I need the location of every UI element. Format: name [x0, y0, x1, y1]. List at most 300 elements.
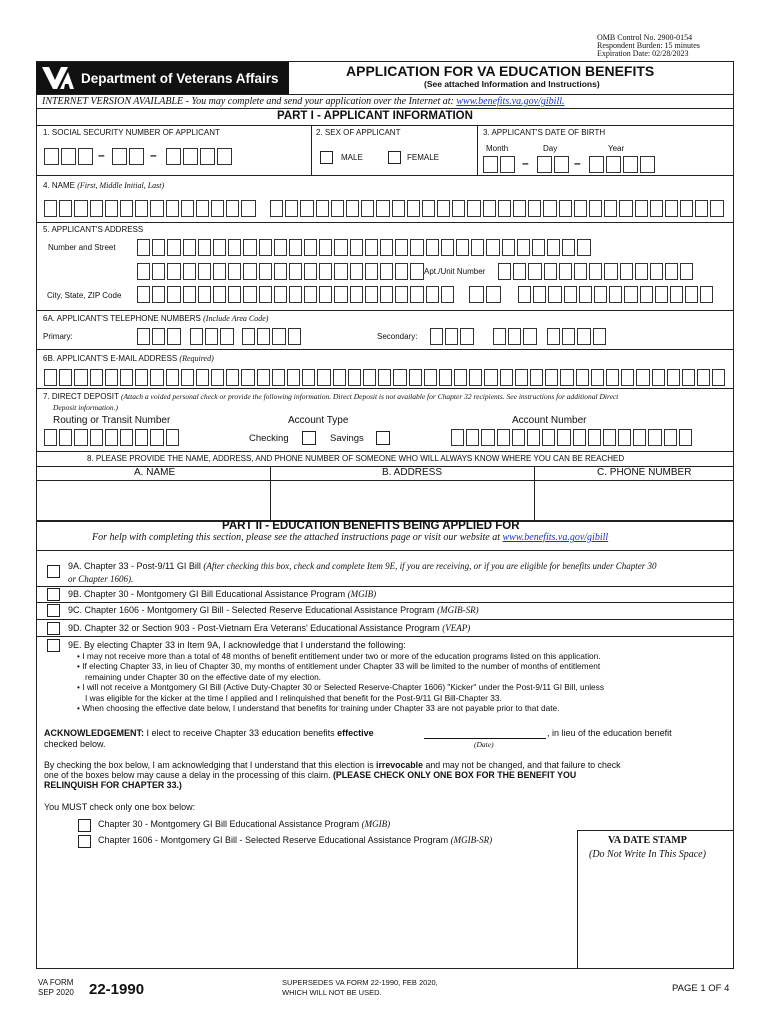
character-cell[interactable] — [181, 369, 194, 386]
middle-initial-input[interactable] — [241, 200, 256, 217]
character-cell[interactable] — [304, 286, 317, 303]
character-cell[interactable] — [243, 239, 256, 256]
character-cell[interactable] — [527, 429, 540, 446]
character-cell[interactable] — [467, 200, 480, 217]
character-cell[interactable] — [574, 263, 587, 280]
character-cell[interactable] — [710, 200, 723, 217]
street-label: Number and Street — [48, 243, 116, 252]
city-label: City, State, ZIP Code — [47, 291, 122, 300]
relinquish-ch30-checkbox[interactable] — [78, 819, 91, 832]
character-cell[interactable] — [274, 263, 287, 280]
character-cell[interactable] — [270, 200, 283, 217]
character-cell[interactable] — [513, 263, 526, 280]
character-cell[interactable] — [548, 286, 561, 303]
character-cell[interactable] — [493, 328, 506, 345]
character-cell[interactable] — [635, 200, 648, 217]
character-cell[interactable] — [407, 200, 420, 217]
character-cell[interactable] — [243, 286, 256, 303]
character-cell[interactable] — [685, 286, 698, 303]
character-cell[interactable] — [481, 429, 494, 446]
gibill-link[interactable]: www.benefits.va.gov/gibill. — [456, 96, 565, 107]
character-cell[interactable] — [137, 328, 150, 345]
character-cell[interactable] — [667, 369, 680, 386]
option-9a-hint: (After checking this box, check and complete Item 9E, if you are receiving, or if you are eligible for benefits under Chapter 30 — [203, 561, 657, 571]
character-cell[interactable] — [59, 200, 72, 217]
character-cell[interactable] — [573, 429, 586, 446]
character-cell[interactable] — [226, 200, 239, 217]
character-cell[interactable] — [167, 239, 180, 256]
character-cell[interactable] — [319, 263, 332, 280]
character-cell[interactable] — [333, 369, 346, 386]
footer-form-date: SEP 2020 — [38, 988, 74, 997]
character-cell[interactable] — [150, 369, 163, 386]
relinquish-ch1606-checkbox[interactable] — [78, 835, 91, 848]
character-cell[interactable] — [577, 328, 590, 345]
character-cell[interactable] — [317, 369, 330, 386]
character-cell[interactable] — [334, 286, 347, 303]
character-cell[interactable] — [437, 200, 450, 217]
character-cell[interactable] — [424, 369, 437, 386]
character-cell[interactable] — [181, 200, 194, 217]
irrevocable-notice — [44, 760, 621, 790]
character-cell[interactable] — [166, 429, 179, 446]
character-cell[interactable] — [135, 200, 148, 217]
character-cell[interactable] — [680, 263, 693, 280]
character-cell[interactable] — [543, 200, 556, 217]
character-cell[interactable] — [365, 239, 378, 256]
character-cell[interactable] — [120, 200, 133, 217]
character-cell[interactable] — [395, 239, 408, 256]
character-cell[interactable] — [331, 200, 344, 217]
va-date-stamp-title: VA DATE STAMP — [608, 835, 687, 846]
street-input-line-1[interactable] — [137, 239, 591, 256]
character-cell[interactable] — [74, 429, 87, 446]
character-cell[interactable] — [528, 200, 541, 217]
form-subtitle: (See attached Information and Instructions) — [424, 79, 600, 89]
character-cell[interactable] — [650, 263, 663, 280]
character-cell[interactable] — [137, 239, 150, 256]
character-cell[interactable] — [302, 369, 315, 386]
character-cell[interactable] — [518, 286, 531, 303]
option-9a-text: 9A. Chapter 33 - Post-9/11 GI Bill — [68, 561, 204, 571]
character-cell[interactable] — [190, 328, 203, 345]
character-cell[interactable] — [559, 200, 572, 217]
character-cell[interactable] — [528, 263, 541, 280]
character-cell[interactable] — [259, 239, 272, 256]
character-cell[interactable] — [90, 369, 103, 386]
character-cell[interactable] — [560, 369, 573, 386]
character-cell[interactable] — [198, 239, 211, 256]
character-cell[interactable] — [152, 239, 165, 256]
account-number-input[interactable] — [451, 429, 692, 446]
ssn-input-group-2[interactable] — [112, 148, 144, 165]
form-title: APPLICATION FOR VA EDUCATION BENEFITS — [346, 63, 655, 79]
character-cell[interactable] — [259, 263, 272, 280]
email-label — [43, 354, 214, 363]
phone-label-text: 6A. APPLICANT'S TELEPHONE NUMBERS — [43, 314, 201, 323]
character-cell[interactable] — [167, 263, 180, 280]
character-cell[interactable] — [469, 369, 482, 386]
character-cell[interactable] — [120, 369, 133, 386]
zip-input[interactable] — [518, 286, 713, 303]
character-cell[interactable] — [90, 200, 103, 217]
street-input-line-2[interactable] — [137, 263, 424, 280]
character-cell[interactable] — [59, 429, 72, 446]
omb-info — [597, 34, 700, 58]
character-cell[interactable] — [226, 369, 239, 386]
character-cell[interactable] — [196, 200, 209, 217]
contact-address-input[interactable] — [271, 481, 533, 519]
character-cell[interactable] — [441, 286, 454, 303]
effective-date-input[interactable] — [424, 738, 546, 739]
character-cell[interactable] — [213, 239, 226, 256]
character-cell[interactable] — [183, 263, 196, 280]
character-cell[interactable] — [508, 328, 521, 345]
savings-checkbox[interactable] — [376, 431, 390, 445]
character-cell[interactable] — [574, 200, 587, 217]
character-cell[interactable] — [604, 263, 617, 280]
character-cell[interactable] — [655, 286, 668, 303]
character-cell[interactable] — [334, 263, 347, 280]
character-cell[interactable] — [74, 200, 87, 217]
character-cell[interactable] — [650, 200, 663, 217]
female-checkbox[interactable] — [388, 151, 401, 164]
character-cell[interactable] — [577, 239, 590, 256]
internet-notice — [42, 96, 565, 107]
character-cell[interactable] — [652, 369, 665, 386]
character-cell[interactable] — [439, 369, 452, 386]
character-cell[interactable] — [530, 369, 543, 386]
character-cell[interactable] — [513, 200, 526, 217]
character-cell[interactable] — [380, 263, 393, 280]
character-cell[interactable] — [392, 200, 405, 217]
male-label: MALE — [341, 153, 363, 162]
internet-notice-text: INTERNET VERSION AVAILABLE - You may complete and send your application over the Internet at: — [42, 96, 457, 107]
ssn-input-group-3[interactable] — [166, 148, 232, 165]
character-cell[interactable] — [257, 328, 270, 345]
character-cell[interactable] — [363, 369, 376, 386]
state-input[interactable] — [469, 286, 501, 303]
character-cell[interactable] — [604, 200, 617, 217]
character-cell[interactable] — [680, 200, 693, 217]
secondary-phone-prefix[interactable] — [493, 328, 537, 345]
character-cell[interactable] — [243, 263, 256, 280]
character-cell[interactable] — [289, 263, 302, 280]
character-cell[interactable] — [59, 369, 72, 386]
character-cell[interactable] — [289, 239, 302, 256]
character-cell[interactable] — [624, 286, 637, 303]
character-cell[interactable] — [679, 429, 692, 446]
character-cell[interactable] — [579, 286, 592, 303]
option-9a-checkbox[interactable] — [47, 565, 60, 578]
character-cell[interactable] — [380, 286, 393, 303]
character-cell[interactable] — [621, 369, 634, 386]
character-cell[interactable] — [557, 429, 570, 446]
character-cell[interactable] — [564, 286, 577, 303]
character-cell[interactable] — [361, 200, 374, 217]
option-9c-abbr: (MGIB-SR) — [437, 605, 479, 615]
character-cell[interactable] — [426, 286, 439, 303]
character-cell[interactable] — [137, 286, 150, 303]
character-cell[interactable] — [272, 369, 285, 386]
character-cell[interactable] — [213, 286, 226, 303]
character-cell[interactable] — [576, 369, 589, 386]
character-cell[interactable] — [44, 429, 57, 446]
dob-day-input[interactable] — [537, 156, 569, 173]
male-checkbox[interactable] — [320, 151, 333, 164]
character-cell[interactable] — [533, 286, 546, 303]
character-cell[interactable] — [380, 239, 393, 256]
character-cell[interactable] — [609, 286, 622, 303]
character-cell[interactable] — [562, 239, 575, 256]
character-cell[interactable] — [196, 369, 209, 386]
character-cell[interactable] — [697, 369, 710, 386]
character-cell[interactable] — [497, 429, 510, 446]
primary-phone-area[interactable] — [137, 328, 181, 345]
character-cell[interactable] — [484, 369, 497, 386]
character-cell[interactable] — [257, 369, 270, 386]
character-cell[interactable] — [682, 369, 695, 386]
character-cell[interactable] — [695, 200, 708, 217]
character-cell[interactable] — [498, 200, 511, 217]
character-cell[interactable] — [376, 200, 389, 217]
character-cell[interactable] — [137, 263, 150, 280]
character-cell[interactable] — [288, 328, 301, 345]
character-cell[interactable] — [350, 239, 363, 256]
character-cell[interactable] — [183, 286, 196, 303]
character-cell[interactable] — [205, 328, 218, 345]
character-cell[interactable] — [515, 369, 528, 386]
character-cell[interactable] — [498, 263, 511, 280]
character-cell[interactable] — [547, 239, 560, 256]
footer-supersedes-1: SUPERSEDES VA FORM 22-1990, FEB 2020, — [282, 978, 438, 987]
direct-deposit-label-text: 7. DIRECT DEPOSIT — [43, 392, 119, 401]
character-cell[interactable] — [562, 328, 575, 345]
character-cell[interactable] — [90, 429, 103, 446]
character-cell[interactable] — [105, 369, 118, 386]
secondary-phone-area[interactable] — [430, 328, 474, 345]
character-cell[interactable] — [589, 263, 602, 280]
character-cell[interactable] — [300, 200, 313, 217]
character-cell[interactable] — [228, 286, 241, 303]
footer-va-form: VA FORM — [38, 978, 74, 987]
character-cell[interactable] — [365, 286, 378, 303]
character-cell[interactable] — [211, 369, 224, 386]
character-cell[interactable] — [289, 286, 302, 303]
character-cell[interactable] — [105, 429, 118, 446]
character-cell[interactable] — [471, 239, 484, 256]
character-cell[interactable] — [395, 263, 408, 280]
character-cell[interactable] — [166, 200, 179, 217]
bullet-2-cont: remaining under Chapter 30 on the effective date of my election. — [85, 671, 321, 682]
option-9c-checkbox[interactable] — [47, 604, 60, 617]
character-cell[interactable] — [183, 239, 196, 256]
character-cell[interactable] — [274, 239, 287, 256]
character-cell[interactable] — [334, 239, 347, 256]
character-cell[interactable] — [588, 429, 601, 446]
character-cell[interactable] — [410, 286, 423, 303]
character-cell[interactable] — [454, 369, 467, 386]
apt-input[interactable] — [498, 263, 693, 280]
character-cell[interactable] — [547, 328, 560, 345]
primary-phone-prefix[interactable] — [190, 328, 234, 345]
primary-phone-line[interactable] — [242, 328, 301, 345]
email-hint: (Required) — [179, 354, 214, 363]
character-cell[interactable] — [228, 239, 241, 256]
must-check-notice: You MUST check only one box below: — [44, 802, 196, 812]
character-cell[interactable] — [304, 263, 317, 280]
dob-year-input[interactable] — [589, 156, 655, 173]
character-cell[interactable] — [591, 369, 604, 386]
character-cell[interactable] — [74, 369, 87, 386]
character-cell[interactable] — [466, 429, 479, 446]
character-cell[interactable] — [350, 263, 363, 280]
character-cell[interactable] — [606, 369, 619, 386]
character-cell[interactable] — [365, 263, 378, 280]
character-cell[interactable] — [483, 200, 496, 217]
character-cell[interactable] — [422, 200, 435, 217]
character-cell[interactable] — [410, 263, 423, 280]
option-9e-bullets — [77, 651, 604, 713]
character-cell[interactable] — [426, 239, 439, 256]
character-cell[interactable] — [409, 369, 422, 386]
character-cell[interactable] — [594, 286, 607, 303]
character-cell[interactable] — [500, 369, 513, 386]
character-cell[interactable] — [152, 263, 165, 280]
character-cell[interactable] — [410, 239, 423, 256]
character-cell[interactable] — [350, 286, 363, 303]
character-cell[interactable] — [319, 286, 332, 303]
checking-checkbox[interactable] — [302, 431, 316, 445]
character-cell[interactable] — [150, 429, 163, 446]
character-cell[interactable] — [603, 429, 616, 446]
character-cell[interactable] — [220, 328, 233, 345]
character-cell[interactable] — [378, 369, 391, 386]
character-cell[interactable] — [665, 263, 678, 280]
character-cell[interactable] — [670, 286, 683, 303]
ack-effective: effective — [337, 728, 374, 738]
character-cell[interactable] — [445, 328, 458, 345]
option-9e-checkbox[interactable] — [47, 639, 60, 652]
character-cell[interactable] — [456, 239, 469, 256]
character-cell[interactable] — [545, 369, 558, 386]
character-cell[interactable] — [152, 328, 165, 345]
character-cell[interactable] — [44, 369, 57, 386]
character-cell[interactable] — [452, 200, 465, 217]
character-cell[interactable] — [635, 263, 648, 280]
character-cell[interactable] — [272, 328, 285, 345]
character-cell[interactable] — [346, 200, 359, 217]
character-cell[interactable] — [640, 286, 653, 303]
character-cell[interactable] — [198, 263, 211, 280]
option-9d-checkbox[interactable] — [47, 622, 60, 635]
contact-phone-input[interactable] — [535, 481, 733, 519]
character-cell[interactable] — [460, 328, 473, 345]
character-cell[interactable] — [619, 200, 632, 217]
first-name-input[interactable] — [44, 200, 239, 217]
character-cell[interactable] — [167, 286, 180, 303]
character-cell[interactable] — [486, 239, 499, 256]
character-cell[interactable] — [259, 286, 272, 303]
option-9b-checkbox[interactable] — [47, 588, 60, 601]
ssn-input-group-1[interactable] — [44, 148, 93, 165]
character-cell[interactable] — [542, 429, 555, 446]
character-cell[interactable] — [665, 200, 678, 217]
email-input[interactable] — [44, 369, 725, 386]
character-cell[interactable] — [285, 200, 298, 217]
character-cell[interactable] — [135, 429, 148, 446]
character-cell[interactable] — [242, 328, 255, 345]
character-cell[interactable] — [502, 239, 515, 256]
character-cell[interactable] — [348, 369, 361, 386]
character-cell[interactable] — [319, 239, 332, 256]
secondary-phone-line[interactable] — [547, 328, 606, 345]
character-cell[interactable] — [211, 200, 224, 217]
character-cell[interactable] — [316, 200, 329, 217]
va-logo-icon — [41, 66, 75, 90]
character-cell[interactable] — [512, 429, 525, 446]
part2-help — [92, 532, 608, 543]
last-name-input[interactable] — [270, 200, 724, 217]
character-cell[interactable] — [167, 328, 180, 345]
character-cell[interactable] — [664, 429, 677, 446]
contact-name-input[interactable] — [37, 481, 269, 519]
dob-month-input[interactable] — [483, 156, 515, 173]
character-cell[interactable] — [152, 286, 165, 303]
city-input[interactable] — [137, 286, 454, 303]
character-cell[interactable] — [287, 369, 300, 386]
character-cell[interactable] — [544, 263, 557, 280]
character-cell[interactable] — [712, 369, 725, 386]
character-cell[interactable] — [430, 328, 443, 345]
character-cell[interactable] — [532, 239, 545, 256]
character-cell[interactable] — [395, 286, 408, 303]
character-cell[interactable] — [198, 286, 211, 303]
character-cell[interactable] — [593, 328, 606, 345]
character-cell[interactable] — [166, 369, 179, 386]
character-cell[interactable] — [228, 263, 241, 280]
character-cell[interactable] — [44, 200, 57, 217]
character-cell[interactable] — [213, 263, 226, 280]
character-cell[interactable] — [523, 328, 536, 345]
character-cell[interactable] — [517, 239, 530, 256]
character-cell[interactable] — [636, 369, 649, 386]
character-cell[interactable] — [304, 239, 317, 256]
character-cell[interactable] — [393, 369, 406, 386]
character-cell[interactable] — [700, 286, 713, 303]
character-cell[interactable] — [648, 429, 661, 446]
part2-help-link[interactable]: www.benefits.va.gov/gibill — [502, 532, 609, 543]
character-cell[interactable] — [589, 200, 602, 217]
account-type-label: Account Type — [288, 415, 349, 426]
character-cell[interactable] — [274, 286, 287, 303]
character-cell[interactable] — [451, 429, 464, 446]
character-cell[interactable] — [620, 263, 633, 280]
routing-number-input[interactable] — [44, 429, 179, 446]
character-cell[interactable] — [105, 200, 118, 217]
expiration-date: Expiration Date: 02/28/2023 — [597, 49, 689, 58]
character-cell[interactable] — [441, 239, 454, 256]
character-cell[interactable] — [120, 429, 133, 446]
character-cell[interactable] — [618, 429, 631, 446]
option-9d-label — [68, 623, 470, 633]
character-cell[interactable] — [633, 429, 646, 446]
character-cell[interactable] — [135, 369, 148, 386]
bullet-4: • When choosing the effective date below, I understand that benefits for training under Chapter 33 are not payable prior to that date. — [77, 703, 560, 714]
character-cell[interactable] — [150, 200, 163, 217]
character-cell[interactable] — [559, 263, 572, 280]
character-cell[interactable] — [241, 369, 254, 386]
